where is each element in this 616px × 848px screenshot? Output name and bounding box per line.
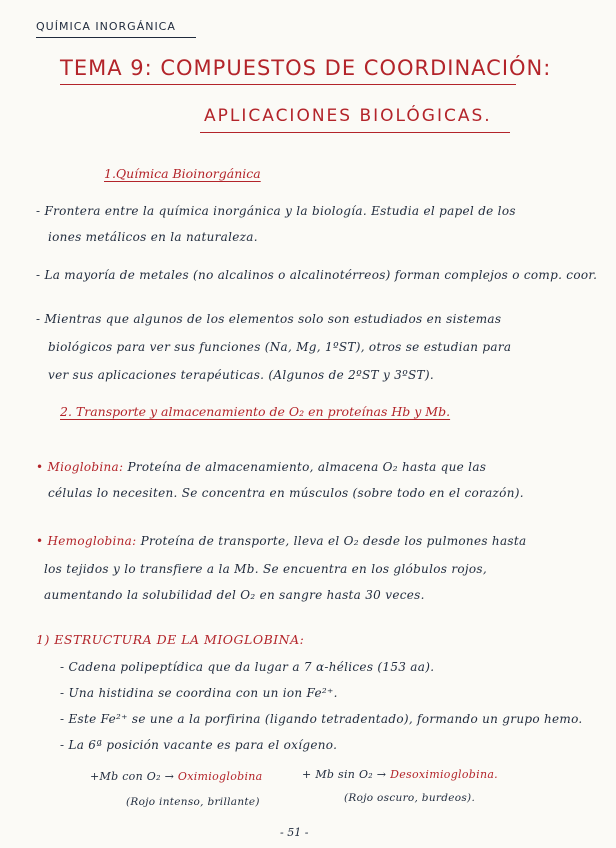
- mioglobina-line-2: células lo necesiten. Se concentra en músculos (sobre todo en el corazón).: [48, 486, 524, 500]
- mioglobina-line-1: [36, 460, 486, 474]
- hemoglobina-line-1: [36, 534, 526, 548]
- section-3-heading: 1) ESTRUCTURA DE LA MIOGLOBINA:: [36, 632, 305, 647]
- s1-line-3: - La mayoría de metales (no alcalinos o alcalinotérreos) forman complejos o comp. coor.: [36, 268, 598, 282]
- course-header: QUÍMICA INORGÁNICA: [36, 20, 196, 38]
- eq1-note: (Rojo intenso, brillante): [126, 796, 260, 808]
- eq2-product: Desoximioglobina.: [390, 768, 498, 781]
- s1-line-1: - Frontera entre la química inorgánica y la biología. Estudia el papel de los: [36, 204, 516, 218]
- title-underline-2: [200, 132, 510, 133]
- title-line-1: TEMA 9: COMPUESTOS DE COORDINACIÓN:: [60, 56, 552, 80]
- mioglobina-text-1: Proteína de almacenamiento, almacena O₂ hasta que las: [127, 460, 487, 474]
- s3-line-1: - Cadena polipeptídica que da lugar a 7 α-hélices (153 aa).: [60, 660, 435, 674]
- eq1-prefix: +Mb con O₂ →: [90, 770, 175, 783]
- title-underline-1: [60, 84, 516, 85]
- hemoglobina-line-3: aumentando la solubilidad del O₂ en sangre hasta 30 veces.: [44, 588, 425, 602]
- section-1-heading: 1.Química Bioinorgánica: [104, 166, 261, 181]
- eq2-prefix: + Mb sin O₂ →: [302, 768, 387, 781]
- hemoglobina-text-1: Proteína de transporte, lleva el O₂ desde los pulmones hasta: [140, 534, 527, 548]
- eq2-note: (Rojo oscuro, burdeos).: [344, 792, 476, 804]
- s3-line-2: - Una histidina se coordina con un ion Fe²⁺.: [60, 686, 338, 700]
- s3-line-3: - Este Fe²⁺ se une a la porfirina (ligando tetradentado), formando un grupo hemo.: [60, 712, 583, 726]
- s1-line-4: - Mientras que algunos de los elementos solo son estudiados en sistemas: [36, 312, 502, 326]
- equation-desoximioglobina: [302, 768, 498, 781]
- eq1-product: Oximioglobina: [177, 770, 263, 783]
- equation-oximioglobina: [90, 770, 263, 783]
- page-number: - 51 -: [280, 826, 309, 839]
- hemoglobina-term: • Hemoglobina:: [36, 534, 137, 548]
- s3-line-4: - La 6ª posición vacante es para el oxígeno.: [60, 738, 338, 752]
- s1-line-6: ver sus aplicaciones terapéuticas. (Algunos de 2ºST y 3ºST).: [48, 368, 434, 382]
- title-line-2: APLICACIONES BIOLÓGICAS.: [204, 106, 492, 126]
- hemoglobina-line-2: los tejidos y lo transfiere a la Mb. Se encuentra en los glóbulos rojos,: [44, 562, 487, 576]
- s1-line-2: iones metálicos en la naturaleza.: [48, 230, 258, 244]
- section-2-heading: 2. Transporte y almacenamiento de O₂ en proteínas Hb y Mb.: [60, 404, 451, 419]
- mioglobina-term: • Mioglobina:: [36, 460, 124, 474]
- s1-line-5: biológicos para ver sus funciones (Na, Mg, 1ºST), otros se estudian para: [48, 340, 512, 354]
